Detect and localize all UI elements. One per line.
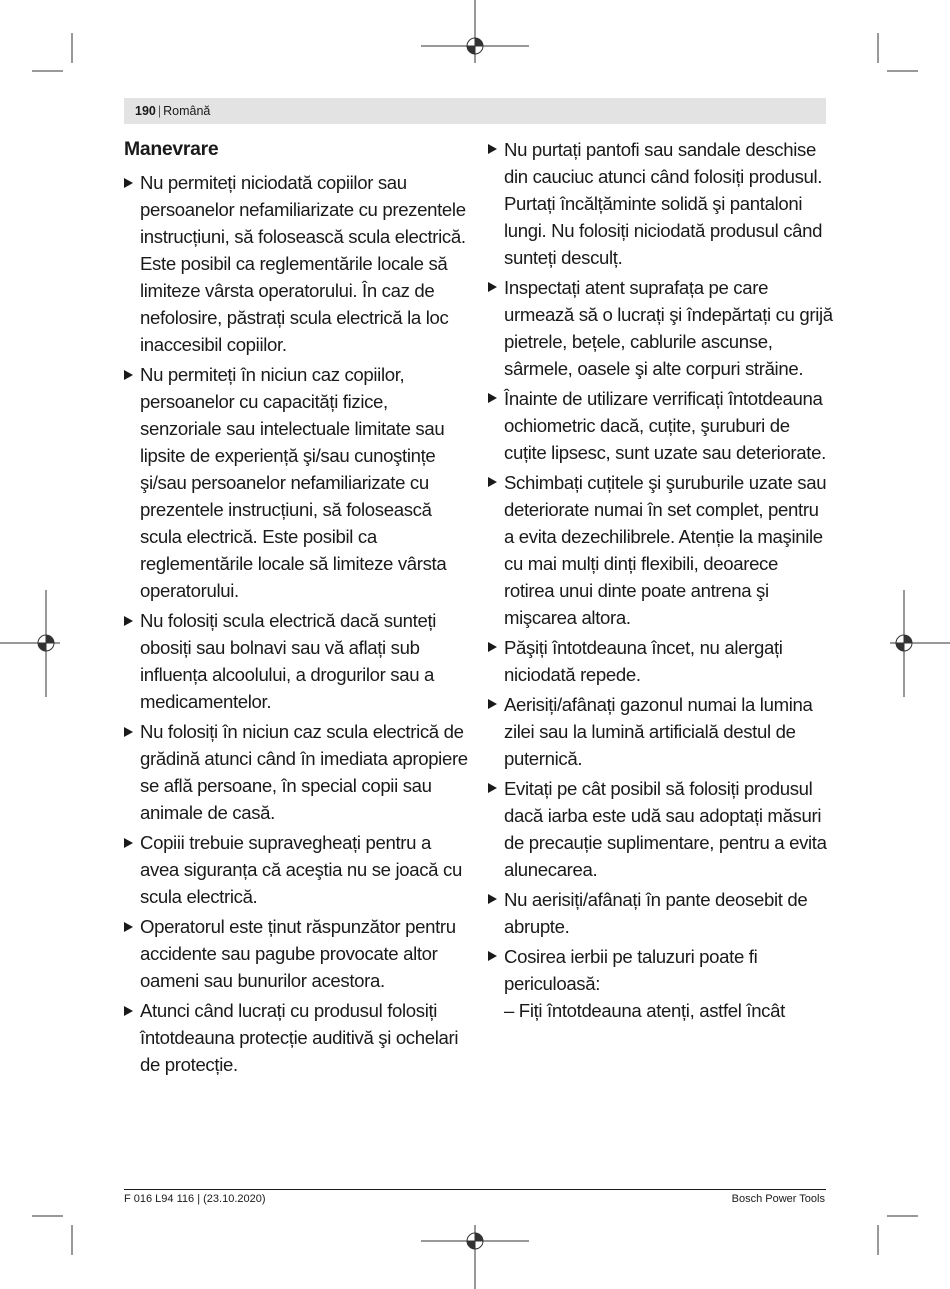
sub-list-item-text: – Fiți întotdeauna atenți, astfel încât — [504, 1000, 785, 1021]
triangle-bullet-icon — [124, 616, 133, 626]
list-item — [488, 136, 833, 271]
list-item — [488, 775, 833, 883]
triangle-bullet-icon — [488, 282, 497, 292]
list-item — [488, 469, 833, 631]
list-item — [124, 913, 469, 994]
list-item — [124, 361, 469, 604]
triangle-bullet-icon — [488, 894, 497, 904]
footer-rule — [124, 1189, 826, 1190]
list-item-text: Nu folosiți în niciun caz scula electrică de grădină atunci când în imediata apropiere se află persoane, în special copii sau animale de casă. — [140, 721, 468, 823]
triangle-bullet-icon — [124, 1006, 133, 1016]
page-header-band — [124, 98, 826, 124]
list-item — [124, 718, 469, 826]
list-item-text: Păşiți întotdeauna încet, nu alergați niciodată repede. — [504, 637, 783, 685]
list-item — [124, 607, 469, 715]
triangle-bullet-icon — [488, 393, 497, 403]
list-item — [488, 886, 833, 940]
footer-separator: | — [194, 1193, 204, 1205]
triangle-bullet-icon — [124, 178, 133, 188]
triangle-bullet-icon — [488, 951, 497, 961]
list-item-text: Schimbați cuțitele şi şuruburile uzate sau deteriorate numai în set complet, pentru a evita dezechilibrele. Atenție la maşinile cu mai mulți dinți flexibili, deoarece rotirea unui dinte poate antrena şi mişcarea altora. — [504, 472, 827, 628]
triangle-bullet-icon — [488, 144, 497, 154]
list-item-text: Operatorul este ținut răspunzător pentru accidente sau pagube provocate altor oameni sau bunurilor acestora. — [140, 916, 456, 991]
list-item — [488, 274, 833, 382]
list-item — [488, 691, 833, 772]
list-item-text: Inspectați atent suprafața pe care urmează să o lucrați şi îndepărtați cu grijă pietrele, bețele, cablurile ascunse, sârmele, oasele şi alte corpuri străine. — [504, 277, 833, 379]
page-language: Română — [163, 104, 211, 118]
page-number: 190 — [135, 104, 156, 118]
triangle-bullet-icon — [488, 699, 497, 709]
list-item-text: Aerisiți/afânați gazonul numai la lumina zilei sau la lumină artificială destul de puternică. — [504, 694, 813, 769]
page-header — [135, 104, 210, 118]
list-item-text: Nu permiteți în niciun caz copiilor, persoanelor cu capacități fizice, senzoriale sau intelectuale limitate sau lipsite de experiență şi/sau cunoştințe şi/sau persoanelor nefamiliarizate cu prezentele instrucțiuni, să folosească scula electrică. Este posibil ca reglementările locale să limiteze vârsta operatorului. — [140, 364, 447, 601]
triangle-bullet-icon — [124, 727, 133, 737]
sub-list-item — [488, 997, 833, 1024]
list-item-text: Copiii trebuie supravegheați pentru a avea siguranța că aceştia nu se joacă cu scula electrică. — [140, 832, 462, 907]
list-item-text: Nu folosiți scula electrică dacă sunteți obosiți sau bolnavi sau vă aflați sub influența alcoolului, a drogurilor sau a medicamentelor. — [140, 610, 437, 712]
list-item-text: Înainte de utilizare verrificați întotdeauna ochiometric dacă, cuțite, şuruburi de cuțite lipsesc, sunt uzate sau deteriorate. — [504, 388, 826, 463]
triangle-bullet-icon — [488, 477, 497, 487]
triangle-bullet-icon — [124, 838, 133, 848]
triangle-bullet-icon — [488, 783, 497, 793]
list-item-text: Nu permiteți niciodată copiilor sau persoanelor nefamiliarizate cu prezentele instrucțiuni, să folosească scula electrică. Este posibil ca reglementările locale să limiteze vârsta operatorului. În caz de nefolosire, păstrați scula electrică la loc inaccesibil copiilor. — [140, 172, 466, 355]
triangle-bullet-icon — [488, 642, 497, 652]
list-item-text: Atunci când lucrați cu produsul folosiți întotdeauna protecție auditivă şi ochelari de protecție. — [140, 1000, 459, 1075]
right-column — [488, 136, 833, 1024]
list-item-text: Cosirea ierbii pe taluzuri poate fi periculoasă: — [504, 946, 758, 994]
left-column — [124, 136, 469, 1081]
list-item — [488, 385, 833, 466]
footer-doc-info — [124, 1193, 266, 1206]
list-item-text: Nu aerisiți/afânați în pante deosebit de abrupte. — [504, 889, 808, 937]
list-item — [124, 997, 469, 1078]
list-item — [488, 634, 833, 688]
triangle-bullet-icon — [124, 370, 133, 380]
footer-date: (23.10.2020) — [203, 1193, 266, 1205]
footer-doc-id: F 016 L94 116 — [124, 1193, 195, 1205]
list-item-text: Nu purtați pantofi sau sandale deschise din cauciuc atunci când folosiți produsul. Purtați încălțăminte solidă şi pantaloni lungi. Nu folosiți niciodată produsul când sunteți desculț. — [504, 139, 823, 268]
list-item — [124, 169, 469, 358]
triangle-bullet-icon — [124, 922, 133, 932]
footer-brand: Bosch Power Tools — [731, 1193, 825, 1205]
header-separator: | — [157, 104, 162, 118]
list-item — [124, 829, 469, 910]
list-item — [488, 943, 833, 997]
list-item-text: Evitați pe cât posibil să folosiți produsul dacă iarba este udă sau adoptați măsuri de precauție suplimentare, pentru a evita alunecarea. — [504, 778, 827, 880]
section-title: Manevrare — [124, 138, 219, 160]
